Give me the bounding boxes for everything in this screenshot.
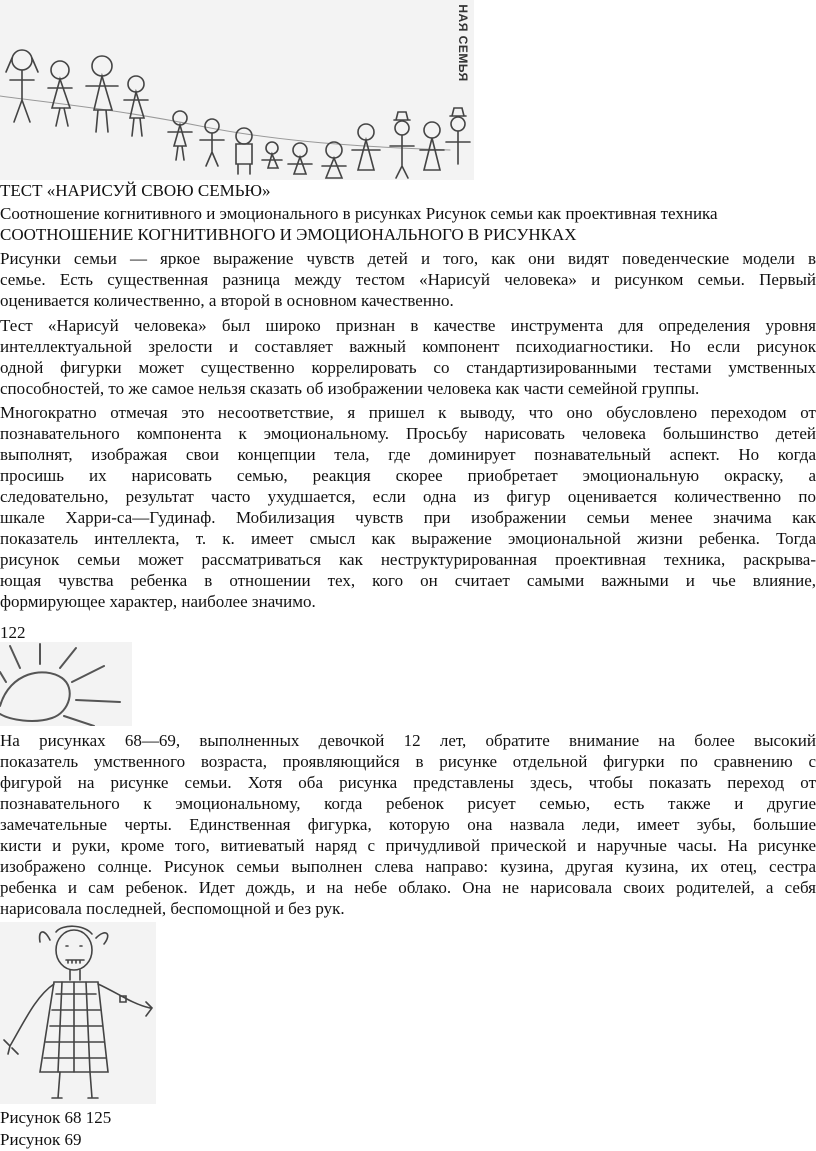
paragraph-line: Многократно отмечая это несоответствие, я пришел к выводу, что оно обусловлено переходом от (0, 403, 816, 422)
family-drawing-image (0, 0, 474, 180)
paragraph-line: Рисунки семьи — яркое выражение чувств детей и того, как они видят поведенческие модели в (0, 249, 816, 268)
paragraph-line: следовательно, результат часто ухудшается, если одна из фигур оценивается количественно по (0, 487, 816, 506)
paragraph-line: Тест «Нарисуй человека» был широко признан в качестве инструмента для определения уровня (0, 316, 816, 335)
paragraph-line: шкале Харри-са—Гудинаф. Мобилизация чувств при изображении семьи менее значима как (0, 508, 816, 527)
paragraph-4 (0, 730, 816, 919)
paragraph-line: ребенка и сам ребенок. Идет дождь, и на небе облако. Она не нарисовала своих родителей, а себя (0, 878, 816, 897)
section-heading: СООТНОШЕНИЕ КОГНИТИВНОГО И ЭМОЦИОНАЛЬНОГО В РИСУНКАХ (0, 225, 577, 244)
paragraph-line: познавательного компонента к эмоциональному. Просьбу нарисовать человека большинство детей (0, 424, 816, 443)
rotated-caption-text: НАЯ СЕМЬЯ (456, 4, 470, 82)
paragraph-3 (0, 402, 816, 612)
paragraph-line: способностей, то же самое нельзя сказать об изображении человека как части семейной группы. (0, 379, 700, 398)
paragraph-line: нарисовала последней, беспомощной и без рук. (0, 899, 345, 918)
page-number: 122 (0, 623, 26, 642)
lady-drawing-image (0, 922, 156, 1104)
paragraph-line: рисунок семьи может рассматриваться как неструктурированная проективная техника, раскрыва- (0, 550, 816, 569)
paragraph-line: интеллектуальной зрелости и составляет важный компонент психодиагностики. Но если рисунок (0, 337, 816, 356)
paragraph-line: фигурой на рисунке семьи. Хотя оба рисунка представлены здесь, чтобы показать переход от (0, 773, 816, 792)
paragraph-line: просишь их нарисовать семью, реакция скорее приобретает эмоциональную окраску, а (0, 466, 816, 485)
caption-figure-68: Рисунок 68 125 (0, 1108, 112, 1127)
paragraph-line: ющая чувства ребенка в отношении тех, кого он считает самыми важными и чье влияние, (0, 571, 816, 590)
paragraph-line: познавательного к эмоциональному, когда ребенок рисует семью, есть также и другие (0, 794, 816, 813)
rotated-caption (452, 4, 474, 90)
paragraph-line: На рисунках 68—69, выполненных девочкой 12 лет, обратите внимание на более высокий (0, 731, 816, 750)
title: ТЕСТ «НАРИСУЙ СВОЮ СЕМЬЮ» (0, 181, 271, 200)
paragraph-line: одной фигурки может существенно коррелировать со стандартизированными тестами умственных (0, 358, 816, 377)
paragraph-line: семье. Есть существенная разница между тестом «Нарисуй человека» и рисунком семьи. Первый (0, 270, 816, 289)
paragraph-line: кисти и руки, кроме того, витиеватый наряд с причудливой прической и наручные часы. На рисунке (0, 836, 816, 855)
paragraph-2 (0, 315, 816, 399)
sun-drawing-image (0, 642, 132, 726)
paragraph-line: показатель умственного возраста, проявляющийся в рисунке отдельной фигурки по сравнению с (0, 752, 816, 771)
paragraph-line: формирующее характер, наиболее значимо. (0, 592, 316, 611)
paragraph-line: замечательные черты. Единственная фигурка, которую она назвала леди, имеет зубы, большие (0, 815, 816, 834)
paragraph-line: изображено солнце. Рисунок семьи выполнен слева направо: кузина, другая кузина, их отец, сестра (0, 857, 816, 876)
paragraph-line: оценивается количественно, а второй в основном качественно. (0, 291, 454, 310)
paragraph-1 (0, 248, 816, 311)
subtitle-line: Соотношение когнитивного и эмоционального в рисунках Рисунок семьи как проективная техника (0, 204, 718, 223)
paragraph-line: показатель интеллекта, т. к. имеет смысл как выражение эмоциональной жизни ребенка. Тогда (0, 529, 816, 548)
caption-figure-69: Рисунок 69 (0, 1130, 82, 1149)
paragraph-line: выполнят, изображая свои концепции тела, где доминирует познавательный аспект. Но когда (0, 445, 816, 464)
